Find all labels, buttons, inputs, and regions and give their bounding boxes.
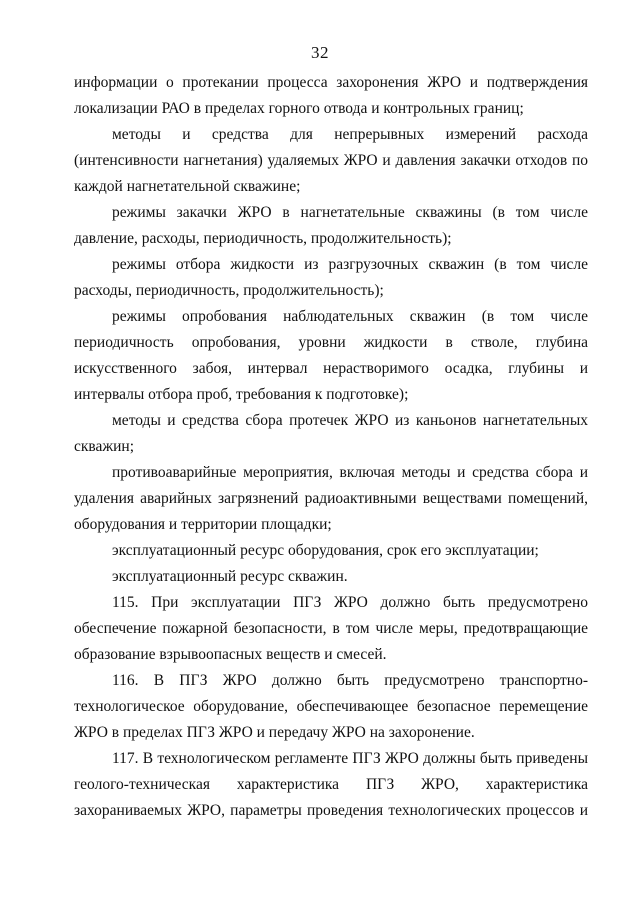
paragraph-sampling-modes: режимы опробования наблюдательных скважин (в том числе периодичность опробования, уровни жидкости в стволе, глубина искусственного забоя, интервал нерастворимого осадка, глубины и интервалы отбора проб, требования к подготовке); (74, 308, 588, 403)
paragraph-emergency-measures: противоаварийные мероприятия, включая методы и средства сбора и удаления аварийных загрязнений радиоактивными веществами помещений, оборудования и территории площадки; (74, 464, 588, 533)
document-body (74, 70, 588, 824)
paragraph-item-116: 116. В ПГЗ ЖРО должно быть предусмотрено транспортно-технологическое оборудование, обеспечивающее безопасное перемещение ЖРО в пределах ПГЗ ЖРО и передачу ЖРО на захоронение. (74, 672, 588, 741)
paragraph-item-115: 115. При эксплуатации ПГЗ ЖРО должно быть предусмотрено обеспечение пожарной безопасности, в том числе меры, предотвращающие образование взрывоопасных веществ и смесей. (74, 594, 588, 663)
paragraph-measurement-methods: методы и средства для непрерывных измерений расхода (интенсивности нагнетания) удаляемых ЖРО и давления закачки отходов по каждой нагнетательной скважине; (74, 126, 588, 195)
paragraph-discharge-modes: режимы отбора жидкости из разгрузочных скважин (в том числе расходы, периодичность, продолжительность); (74, 256, 588, 299)
paragraph-item-117: 117. В технологическом регламенте ПГЗ ЖРО должны быть приведены геолого-техническая характеристика ПГЗ ЖРО, характеристика захораниваемых ЖРО, параметры проведения технологических процессов и (74, 750, 588, 819)
paragraph-leak-collection: методы и средства сбора протечек ЖРО из каньонов нагнетательных скважин; (74, 412, 588, 455)
paragraph-injection-modes: режимы закачки ЖРО в нагнетательные скважины (в том числе давление, расходы, периодичность, продолжительность); (74, 204, 588, 247)
page-number: 32 (311, 43, 329, 62)
paragraph-well-resource: эксплуатационный ресурс скважин. (112, 568, 348, 585)
paragraph-continuation: информации о протекании процесса захоронения ЖРО и подтверждения локализации РАО в пределах горного отвода и контрольных границ; (74, 74, 588, 117)
paragraph-equipment-resource: эксплуатационный ресурс оборудования, срок его эксплуатации; (112, 542, 539, 559)
